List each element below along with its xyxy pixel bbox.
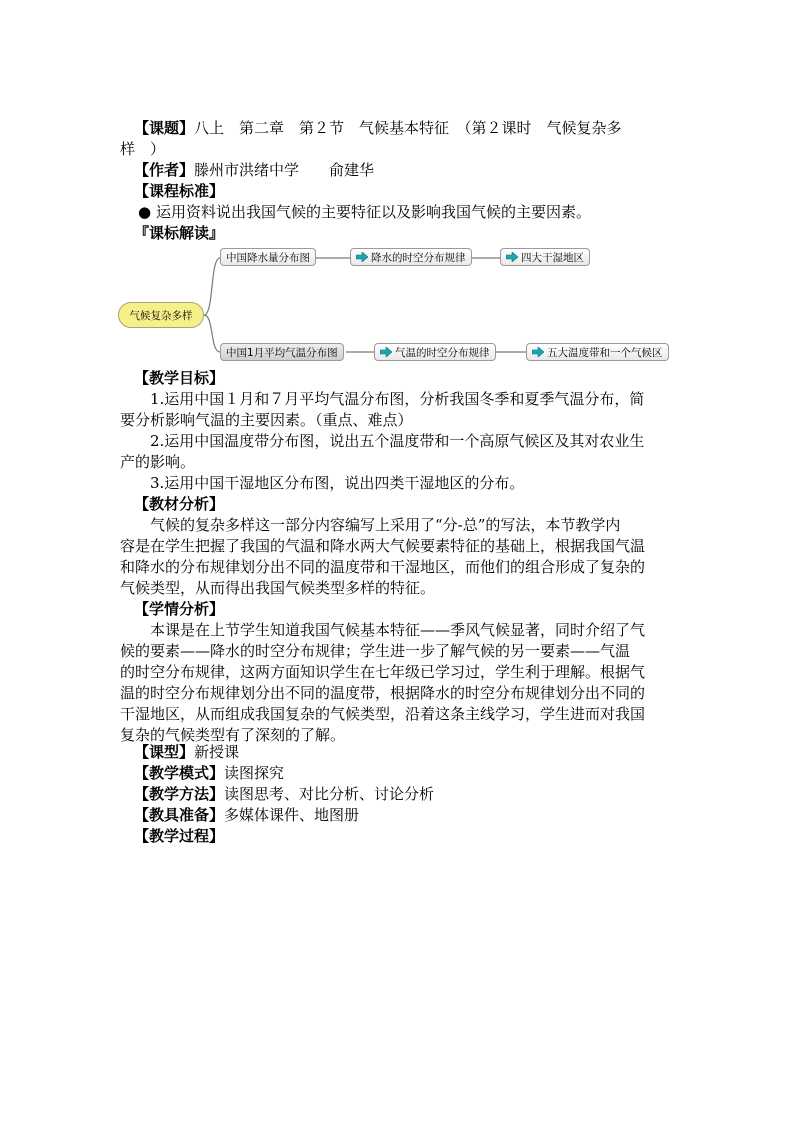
- teaching-method-text: 读图思考、对比分析、讨论分析: [224, 785, 435, 803]
- mind-map-node-temp-zones: [526, 343, 669, 361]
- goal-2-line-1: 2.运用中国温度带分布图，说出五个温度带和一个高原气候区及其对农业生: [150, 432, 645, 450]
- mind-map-label: 降水的时空分布规律: [371, 252, 466, 264]
- mind-map: [110, 236, 690, 366]
- mind-map-node-dry-wet: [500, 248, 590, 266]
- right-arrow-icon: [532, 347, 544, 357]
- mind-map-label: 气温的时空分布规律: [395, 347, 490, 359]
- learner-line: 温的时空分布规律划分出不同的温度带，根据降水的时空分布规律划分出不同的: [120, 684, 646, 702]
- teaching-method-label: 【教学方法】: [134, 785, 225, 803]
- author-label: 【作者】: [134, 161, 195, 179]
- learner-label: 【学情分析】: [134, 600, 225, 618]
- learner-line: 干湿地区，从而组成我国复杂的气候类型，沿着这条主线学习，学生进而对我国: [120, 705, 646, 723]
- material-line: 气候类型，从而得出我国气候类型多样的特征。: [120, 579, 436, 597]
- right-arrow-icon: [356, 252, 368, 262]
- lesson-type-text: 新授课: [194, 743, 240, 761]
- material-line: 和降水的分布规律划分出不同的温度带和干湿地区，而他们的组合形成了复杂的: [120, 558, 646, 576]
- material-line: 容是在学生把握了我国的气温和降水两大气候要素特征的基础上，根据我国气温: [120, 537, 646, 555]
- lesson-type-label: 【课型】: [134, 743, 195, 761]
- teaching-tools: [134, 805, 694, 826]
- goals-label: 【教学目标】: [134, 369, 225, 387]
- right-arrow-icon: [506, 252, 518, 262]
- topic-line-cont: 样 ）: [120, 140, 166, 158]
- topic-text: 八上 第二章 第２节 气候基本特征 （第２课时 气候复杂多: [194, 119, 622, 137]
- learner-line: 本课是在上节学生知道我国气候基本特征——季风气候显著，同时介绍了气: [150, 621, 646, 639]
- learner-line: 候的要素——降水的时空分布规律；学生进一步了解气候的另一要素——气温: [120, 642, 631, 660]
- teaching-mode-label: 【教学模式】: [134, 764, 225, 782]
- goal-1-line-2: 要分析影响气温的主要因素。（重点、难点）: [120, 411, 413, 429]
- mind-map-node-precip-pattern: [350, 248, 472, 266]
- teaching-tools-text: 多媒体课件、地图册: [224, 806, 360, 824]
- teaching-mode-text: 读图探究: [224, 764, 285, 782]
- mind-map-node-temp-map: 中国1月平均气温分布图: [220, 343, 344, 361]
- standard-item: [138, 202, 698, 223]
- author-line: [134, 160, 694, 181]
- author-text: 滕州市洪绪中学 俞建华: [194, 161, 375, 179]
- topic-label: 【课题】: [134, 119, 195, 137]
- learner-line: 的时空分布规律，这两方面知识学生在七年级已学习过，学生利于理解。根据气: [120, 663, 646, 681]
- standard-label: 【课程标准】: [134, 182, 225, 200]
- mind-map-root: 气候复杂多样: [118, 302, 204, 328]
- teaching-mode: [134, 763, 694, 784]
- learner-line: 复杂的气候类型有了深刻的了解。: [120, 726, 346, 744]
- goal-1-line-1: 1.运用中国１月和７月平均气温分布图，分析我国冬季和夏季气温分布，简: [150, 390, 645, 408]
- lesson-type: [134, 742, 694, 763]
- goal-2-line-2: 产的影响。: [120, 453, 196, 471]
- teaching-method: [134, 784, 694, 805]
- standard-text: 运用资料说出我国气候的主要特征以及影响我国气候的主要因素。: [156, 203, 592, 221]
- interpret-label: 『课标解读』: [134, 224, 225, 242]
- mind-map-node-temp-pattern: [374, 343, 496, 361]
- mind-map-label: 五大温度带和一个气候区: [547, 347, 663, 359]
- topic-line: [134, 118, 694, 139]
- right-arrow-icon: [380, 347, 392, 357]
- bullet-icon: ●: [138, 203, 152, 221]
- mind-map-label: 四大干湿地区: [521, 252, 584, 264]
- material-line: 气候的复杂多样这一部分内容编写上采用了“分-总”的写法，本节教学内: [150, 516, 621, 534]
- material-label: 【教材分析】: [134, 495, 225, 513]
- teaching-tools-label: 【教具准备】: [134, 806, 225, 824]
- mind-map-node-precip-map: 中国降水量分布图: [220, 248, 316, 266]
- process-label: 【教学过程】: [134, 827, 225, 845]
- goal-3: 3.运用中国干湿地区分布图，说出四类干湿地区的分布。: [150, 474, 525, 492]
